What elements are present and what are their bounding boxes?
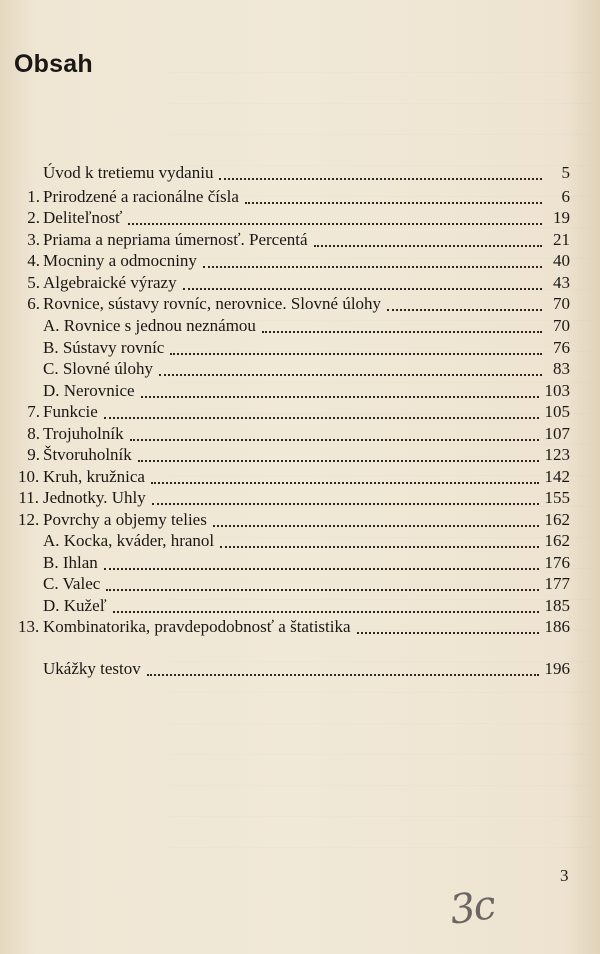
toc-entry-page: 21: [553, 230, 570, 249]
dot-leader: [203, 263, 542, 268]
toc-entry-page: 5: [561, 163, 570, 182]
bleed-line: [170, 701, 590, 724]
toc-entry: [18, 573, 570, 595]
bleed-line: [170, 50, 590, 73]
toc-entry: [18, 616, 570, 638]
toc-entry-number: 1.: [27, 187, 40, 206]
toc-entry-page: 196: [544, 659, 570, 678]
toc-entry-page: 176: [544, 553, 570, 572]
page-title: Obsah: [14, 50, 93, 78]
dot-leader: [104, 414, 539, 419]
toc-entry-page: 123: [544, 445, 570, 464]
dot-leader: [183, 285, 542, 290]
toc-entry-title: Algebraické výrazy: [43, 273, 177, 292]
toc-entry: [18, 658, 570, 680]
toc-entry-page: 186: [544, 617, 570, 636]
toc-entry-number: 11.: [18, 488, 39, 507]
dot-leader: [106, 586, 538, 591]
toc-entry-title: B. Sústavy rovníc: [43, 338, 165, 357]
toc-entry-title: A. Kocka, kváder, hranol: [43, 531, 215, 550]
dot-leader: [262, 328, 542, 333]
dot-leader: [159, 371, 542, 376]
bleed-line: [170, 825, 590, 848]
toc-entry-title: Mocniny a odmocniny: [43, 251, 197, 270]
toc-entry-title: Kruh, kružnica: [43, 467, 145, 486]
bleed-line: [170, 112, 590, 135]
bleed-line: [170, 732, 590, 755]
toc-entry: [18, 186, 570, 208]
bleed-line: [170, 81, 590, 104]
dot-leader: [220, 543, 538, 548]
toc-entry-page: 70: [553, 316, 570, 335]
toc-entry-title: Priama a nepriama úmernosť. Percentá: [43, 230, 308, 249]
toc-entry-title: Funkcie: [43, 402, 98, 421]
toc-entry-page: 162: [544, 510, 570, 529]
toc-entry-number: 7.: [27, 402, 40, 421]
toc-entry: [18, 229, 570, 251]
toc-entry-page: 70: [553, 294, 570, 313]
toc-entry-number: 6.: [27, 294, 40, 313]
bleed-line: [170, 794, 590, 817]
dot-leader: [141, 393, 539, 398]
toc-entry: [18, 315, 570, 337]
toc-entry-number: 4.: [27, 251, 40, 270]
toc-entry-page: 43: [553, 273, 570, 292]
toc-entry: [18, 358, 570, 380]
toc-entry-number: 5.: [27, 273, 40, 292]
toc-entry: [18, 207, 570, 229]
dot-leader: [314, 242, 542, 247]
dot-leader: [151, 479, 539, 484]
toc-entry-page: 185: [544, 596, 570, 615]
bleed-line: [170, 763, 590, 786]
toc-entry-title: Rovnice, sústavy rovníc, nerovnice. Slovné úlohy: [43, 294, 382, 313]
toc-entry: [18, 444, 570, 466]
toc-entry-page: 162: [544, 531, 570, 550]
toc-entry-title: Štvoruholník: [43, 445, 132, 464]
toc-entry: [18, 337, 570, 359]
toc-entry-page: 83: [553, 359, 570, 378]
toc-entry-page: 76: [553, 338, 570, 357]
toc-entry: [18, 250, 570, 272]
toc-entry-page: 19: [553, 208, 570, 227]
dot-leader: [245, 199, 542, 204]
toc-entry-page: 103: [544, 381, 570, 400]
dot-leader: [219, 175, 542, 180]
toc-entry: [18, 423, 570, 445]
toc-entry-title: A. Rovnice s jednou neznámou: [43, 316, 256, 335]
toc-entry-title: Úvod k tretiemu vydaniu: [43, 163, 214, 182]
toc-entry: [18, 552, 570, 574]
dot-leader: [357, 629, 539, 634]
toc-entry: [18, 530, 570, 552]
toc-entry-page: 155: [544, 488, 570, 507]
toc-entry-number: 12.: [18, 510, 40, 529]
toc-entry-page: 40: [553, 251, 570, 270]
toc-entry-title: Jednotky. Uhly: [43, 488, 146, 507]
toc-entry-number: 10.: [18, 467, 40, 486]
toc-entry-title: C. Valec: [43, 574, 101, 593]
toc-entry-title: Trojuholník: [43, 424, 124, 443]
toc-entry-number: 8.: [27, 424, 40, 443]
dot-leader: [128, 220, 542, 225]
toc-entry-title: C. Slovné úlohy: [43, 359, 154, 378]
toc-entry: [18, 401, 570, 423]
toc-entry: [18, 595, 570, 617]
toc-entry: [18, 466, 570, 488]
toc-entry-number: 3.: [27, 230, 40, 249]
toc-entry-page: 6: [561, 187, 570, 206]
toc-entry-number: 13.: [18, 617, 40, 636]
dot-leader: [130, 436, 539, 441]
toc-entry-title: Deliteľnosť: [43, 208, 123, 227]
toc-entry-page: 177: [544, 574, 570, 593]
page-number: 3: [560, 866, 569, 885]
toc-entry-title: D. Kužeľ: [43, 596, 107, 615]
toc-entry-number: 2.: [27, 208, 40, 227]
dot-leader: [170, 350, 542, 355]
toc-entry: [18, 162, 570, 184]
toc-entry: [18, 509, 570, 531]
toc-entry-title: Prirodzené a racionálne čísla: [43, 187, 239, 206]
toc-entry-page: 107: [544, 424, 570, 443]
toc-entry-number: 9.: [27, 445, 40, 464]
dot-leader: [213, 522, 539, 527]
toc-entry-page: 142: [544, 467, 570, 486]
toc-entry-page: 105: [544, 402, 570, 421]
dot-leader: [147, 671, 539, 676]
dot-leader: [113, 608, 539, 613]
dot-leader: [387, 306, 542, 311]
toc-entry: [18, 380, 570, 402]
dot-leader: [104, 565, 539, 570]
toc-entry-title: D. Nerovnice: [43, 381, 135, 400]
toc-entry-title: Ukážky testov: [43, 659, 141, 678]
toc-entry: [18, 293, 570, 315]
toc-entry-title: Kombinatorika, pravdepodobnosť a štatistika: [43, 617, 351, 636]
handwritten-note: 3c: [447, 882, 497, 934]
toc-entry-title: Povrchy a objemy telies: [43, 510, 207, 529]
toc-entry: [18, 487, 570, 509]
toc-entry-title: B. Ihlan: [43, 553, 98, 572]
dot-leader: [138, 457, 539, 462]
dot-leader: [152, 500, 539, 505]
toc-entry: [18, 272, 570, 294]
